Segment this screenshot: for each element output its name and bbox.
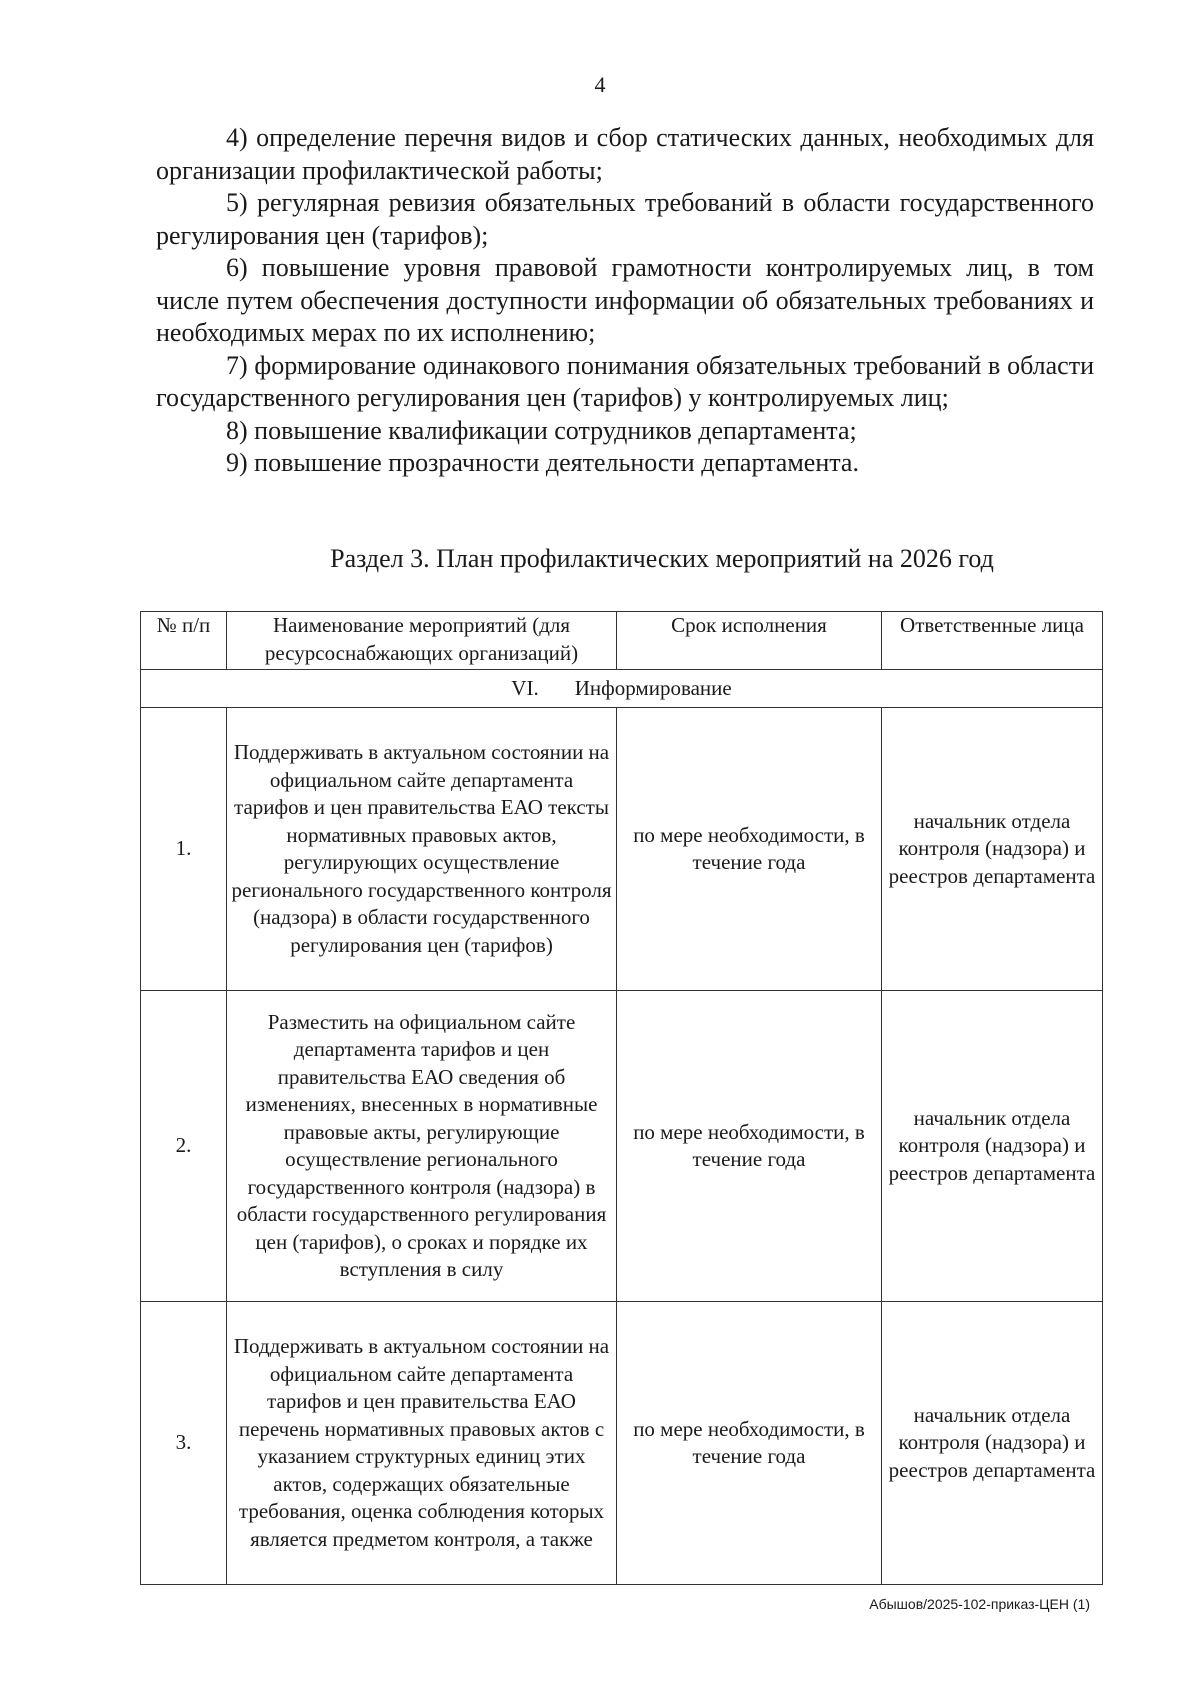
row-name: Поддерживать в актуальном состоянии на официальном сайте департамента тарифов и цен правительства ЕАО перечень нормативных правовых актов с указанием структурных единиц этих актов, содержащих обязательные требования, оценка соблюдения которых является предметом контроля, а также xyxy=(227,1302,617,1585)
table-row xyxy=(141,708,1103,991)
section-row-label: Информирование xyxy=(574,675,732,700)
row-num: 2. xyxy=(141,991,227,1302)
table-section-row xyxy=(141,670,1103,708)
paragraph-item-5: 5) регулярная ревизия обязательных требований в области государственного регулирования цен (тарифов); xyxy=(156,188,1094,250)
plan-table xyxy=(140,611,1103,1585)
row-term: по мере необходимости, в течение года xyxy=(617,991,882,1302)
document-footer: Абышов/2025-102-приказ-ЦЕН (1) xyxy=(869,1596,1090,1612)
row-name: Разместить на официальном сайте департамента тарифов и цен правительства ЕАО сведения об изменениях, внесенных в нормативные правовые акты, регулирующие осуществление регионального государственного контроля (надзора) в области государственного регулирования цен (тарифов), о сроках и порядке их вступления в силу xyxy=(227,991,617,1302)
section-title: Раздел 3. План профилактических мероприятий на 2026 год xyxy=(330,544,994,573)
header-resp: Ответственные лица xyxy=(882,612,1103,670)
row-term: по мере необходимости, в течение года xyxy=(617,708,882,991)
row-num: 1. xyxy=(141,708,227,991)
table-row xyxy=(141,991,1103,1302)
row-resp: начальник отдела контроля (надзора) и реестров департамента xyxy=(882,708,1103,991)
row-num: 3. xyxy=(141,1302,227,1585)
row-term: по мере необходимости, в течение года xyxy=(617,1302,882,1585)
page-number: 4 xyxy=(594,72,606,97)
header-term: Срок исполнения xyxy=(617,612,882,670)
paragraph-item-4: 4) определение перечня видов и сбор статических данных, необходимых для организации профилактической работы; xyxy=(156,123,1094,185)
body-text xyxy=(156,122,1094,480)
row-name: Поддерживать в актуальном состоянии на официальном сайте департамента тарифов и цен правительства ЕАО тексты нормативных правовых актов, регулирующих осуществление регионального государственного контроля (надзора) в области государственного регулирования цен (тарифов) xyxy=(227,708,617,991)
header-num: № п/п xyxy=(141,612,227,670)
table-header-row xyxy=(141,612,1103,670)
section-row-numeral: VI. xyxy=(511,675,539,700)
table-row xyxy=(141,1302,1103,1585)
paragraph-item-7: 7) формирование одинакового понимания обязательных требований в области государственного регулирования цен (тарифов) у контролируемых лиц; xyxy=(156,350,1094,412)
row-resp: начальник отдела контроля (надзора) и реестров департамента xyxy=(882,1302,1103,1585)
header-name: Наименование мероприятий (для ресурсоснабжающих организаций) xyxy=(227,612,617,670)
paragraph-item-6: 6) повышение уровня правовой грамотности контролируемых лиц, в том числе путем обеспечения доступности информации об обязательных требованиях и необходимых мерах по их исполнению; xyxy=(156,253,1094,347)
row-resp: начальник отдела контроля (надзора) и реестров департамента xyxy=(882,991,1103,1302)
paragraph-item-8: 8) повышение квалификации сотрудников департамента; xyxy=(226,415,857,445)
section-row-cell xyxy=(141,670,1103,708)
paragraph-item-9: 9) повышение прозрачности деятельности департамента. xyxy=(226,448,859,477)
